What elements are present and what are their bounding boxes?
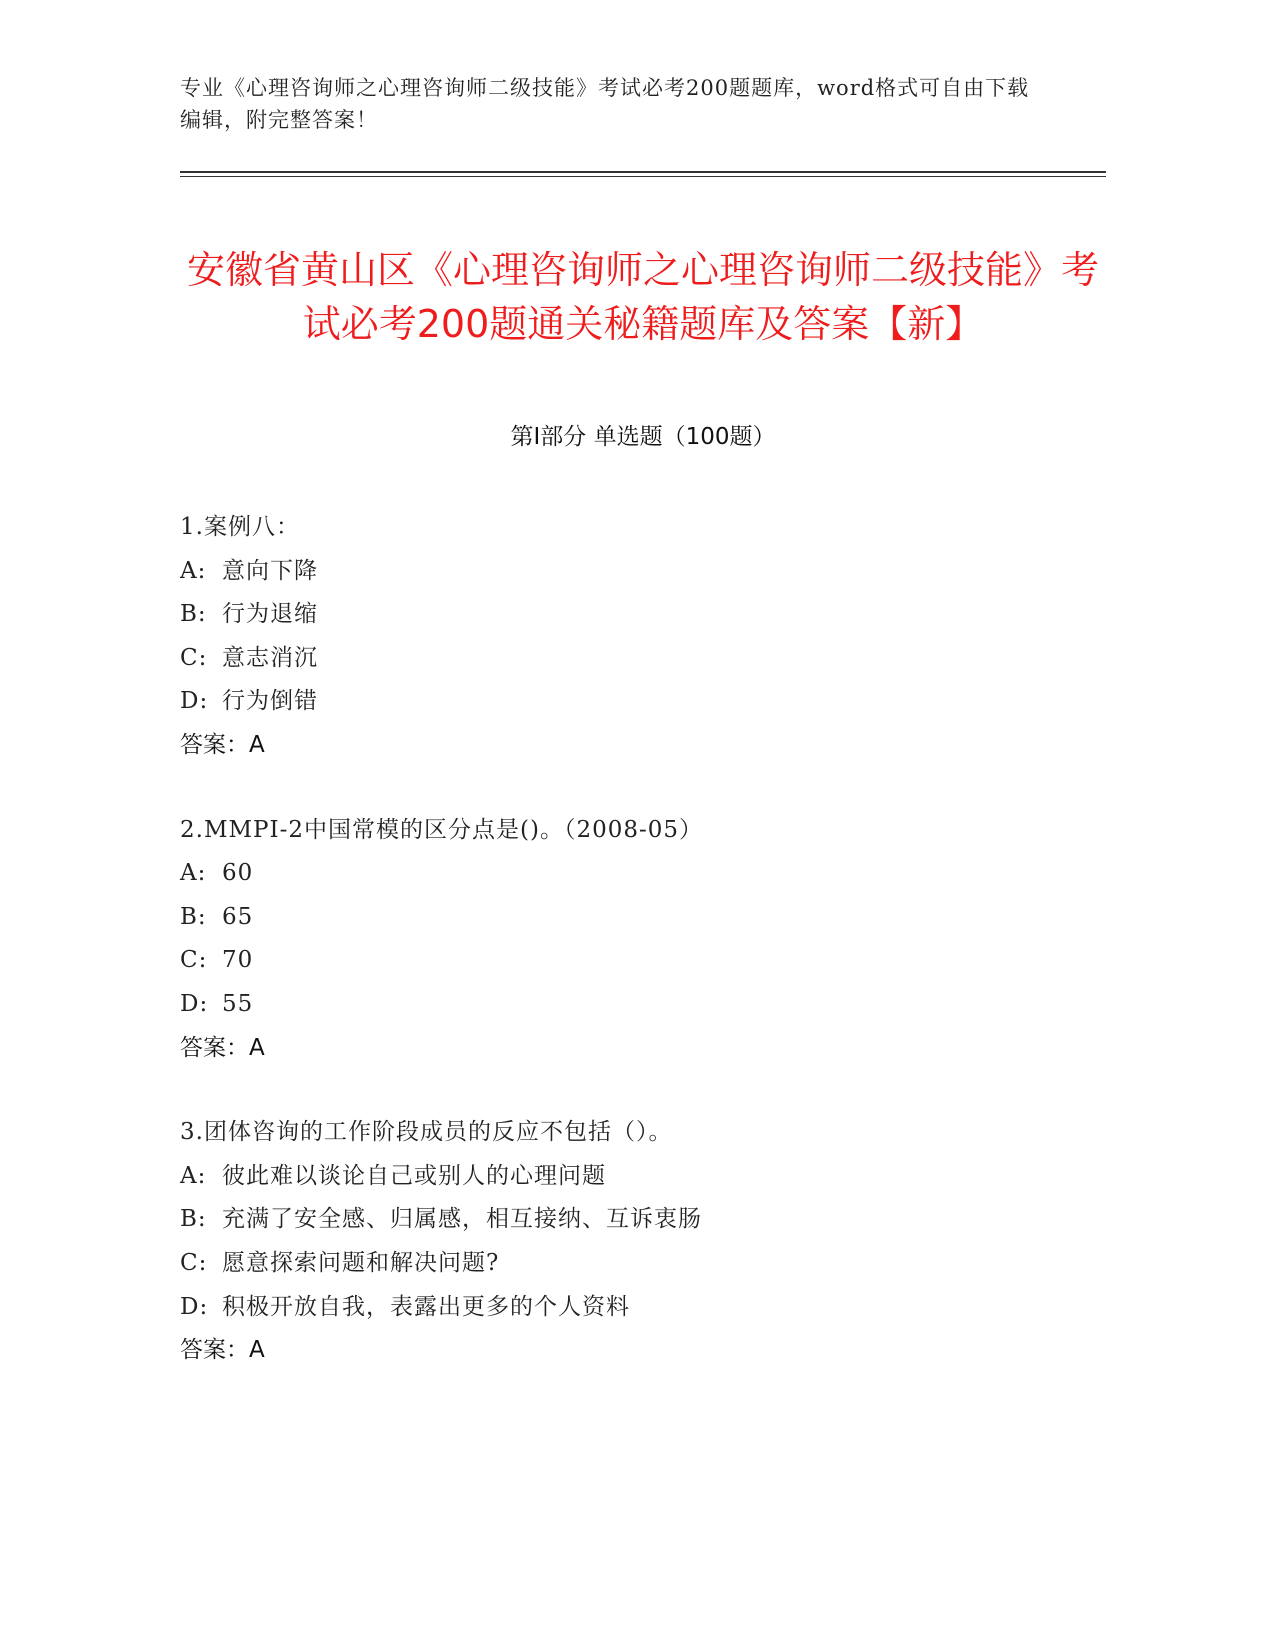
option-text: 愿意探索问题和解决问题? <box>222 1249 500 1276</box>
option-key: A: <box>180 1162 207 1189</box>
option-key: A: <box>180 860 207 887</box>
answer-line: 答案：A <box>180 1034 265 1061</box>
option-text: 55 <box>222 990 254 1017</box>
option-d <box>180 680 1106 724</box>
question-stem: 3.团体咨询的工作阶段成员的反应不包括（）。 <box>180 1119 673 1146</box>
question-stem: 1.案例八： <box>180 514 300 540</box>
option-key: B: <box>180 601 207 628</box>
option-text: 积极开放自我，表露出更多的个人资料 <box>222 1293 630 1320</box>
option-key: A: <box>180 557 207 584</box>
option-key: D: <box>180 1293 209 1320</box>
question-3 <box>180 1111 1106 1373</box>
option-d <box>180 1286 1106 1330</box>
option-a <box>180 550 1106 594</box>
option-key: C: <box>180 1249 208 1276</box>
option-b <box>180 593 1106 637</box>
document-title: 安徽省黄山区《心理咨询师之心理咨询师二级技能》考试必考200题通关秘籍题库及答案【新】 <box>186 248 1099 347</box>
option-key: D: <box>180 990 209 1017</box>
option-key: C: <box>180 947 208 974</box>
section-heading: 第I部分 单选题（100题） <box>510 424 776 450</box>
answer-line: 答案：A <box>180 1337 265 1364</box>
option-text: 充满了安全感、归属感，相互接纳、互诉衷肠 <box>222 1206 702 1233</box>
header-divider-thin <box>180 176 1106 177</box>
question-2 <box>180 809 1106 1071</box>
option-text: 行为倒错 <box>222 688 318 715</box>
option-a <box>180 852 1106 896</box>
question-stem: 2.MMPI-2中国常模的区分点是()。（2008-05） <box>180 816 704 843</box>
option-key: C: <box>180 644 208 671</box>
option-a <box>180 1155 1106 1199</box>
question-1 <box>180 506 1106 768</box>
option-text: 意向下降 <box>222 557 318 584</box>
option-text: 65 <box>222 903 254 930</box>
option-key: B: <box>180 1206 207 1233</box>
option-text: 70 <box>222 947 254 974</box>
question-list <box>180 506 1106 1373</box>
option-text: 意志消沉 <box>222 644 318 671</box>
option-c <box>180 637 1106 681</box>
option-text: 彼此难以谈论自己或别人的心理问题 <box>222 1162 606 1189</box>
option-key: D: <box>180 688 209 715</box>
answer-line: 答案：A <box>180 731 265 758</box>
document-intro: 专业《心理咨询师之心理咨询师二级技能》考试必考200题题库，word格式可自由下载编辑，附完整答案！ <box>180 76 1030 132</box>
option-b <box>180 896 1106 940</box>
option-text: 60 <box>222 860 254 887</box>
option-c <box>180 1242 1106 1286</box>
option-d <box>180 983 1106 1027</box>
option-text: 行为退缩 <box>222 601 318 628</box>
option-key: B: <box>180 903 207 930</box>
option-b <box>180 1198 1106 1242</box>
option-c <box>180 939 1106 983</box>
header-divider-thick <box>180 171 1106 173</box>
